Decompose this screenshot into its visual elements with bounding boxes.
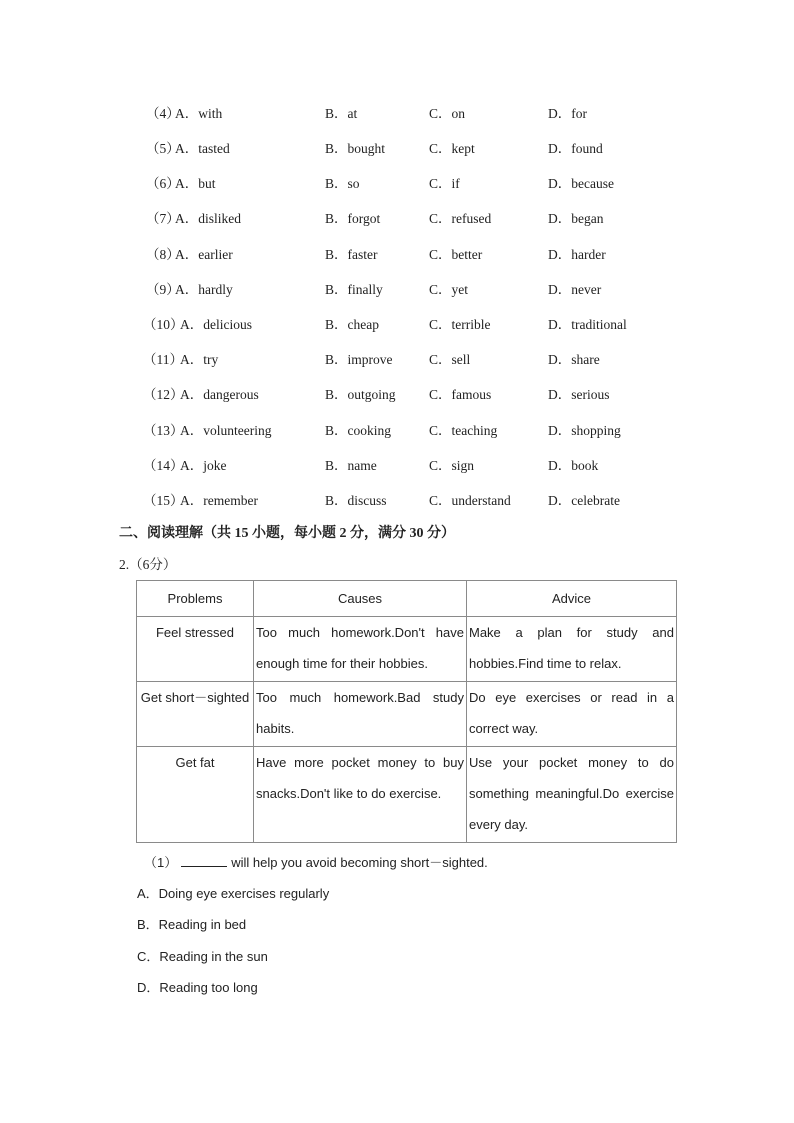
advice-cell: Do eye exercises or read in a correct way.: [467, 682, 677, 747]
option-b: B．at: [325, 106, 358, 121]
option-c: C．better: [429, 247, 483, 262]
option-number: （8）: [146, 247, 180, 262]
problem-cell: Get fat: [137, 747, 254, 843]
section-title: 二、阅读理解（共 15 小题，每小题 2 分，满分 30 分）: [119, 526, 455, 541]
option-c: C．if: [429, 176, 460, 191]
answer-blank[interactable]: [181, 853, 227, 867]
column-header-advice: Advice: [467, 581, 677, 617]
option-number: （13）: [143, 423, 184, 438]
option-d: D．harder: [548, 247, 606, 262]
option-c: C．understand: [429, 493, 511, 508]
option-b: B．cheap: [325, 317, 379, 332]
option-d: D．traditional: [548, 317, 627, 332]
option-number: （11）: [143, 352, 183, 367]
option-a: A．tasted: [175, 141, 230, 156]
option-d: D．celebrate: [548, 493, 620, 508]
question-heading: 2.（6分）: [119, 557, 177, 572]
option-number: （10）: [143, 317, 184, 332]
option-b: B．name: [325, 458, 377, 473]
option-number: （12）: [143, 387, 184, 402]
option-c: C．terrible: [429, 317, 491, 332]
cause-cell: Too much homework.Don't have enough time for their hobbies.: [254, 617, 467, 682]
option-b: B．so: [325, 176, 360, 191]
option-d: D．for: [548, 106, 587, 121]
table-row: [137, 617, 677, 682]
answer-option-d[interactable]: D．Reading too long: [137, 980, 258, 995]
option-number: （4）: [146, 106, 180, 121]
option-a: A．but: [175, 176, 216, 191]
option-number: （15）: [143, 493, 184, 508]
problem-cell: Get short－sighted: [137, 682, 254, 747]
column-header-problems: Problems: [137, 581, 254, 617]
option-number: （7）: [146, 211, 180, 226]
sub-question: [144, 853, 488, 873]
option-b: B．bought: [325, 141, 386, 156]
option-a: A．dangerous: [180, 387, 259, 402]
table-row: [137, 747, 677, 843]
option-c: C．famous: [429, 387, 492, 402]
advice-cell: Make a plan for study and hobbies.Find time to relax.: [467, 617, 677, 682]
option-c: C．teaching: [429, 423, 498, 438]
option-a: A．joke: [180, 458, 227, 473]
option-a: A．remember: [180, 493, 258, 508]
option-a: A．disliked: [175, 211, 241, 226]
option-c: C．sign: [429, 458, 475, 473]
option-b: B．outgoing: [325, 387, 396, 402]
option-b: B．improve: [325, 352, 393, 367]
cause-cell: Have more pocket money to buy snacks.Don't like to do exercise.: [254, 747, 467, 843]
option-c: C．on: [429, 106, 466, 121]
info-table: [136, 580, 677, 843]
option-b: B．cooking: [325, 423, 391, 438]
option-number: （5）: [146, 141, 180, 156]
sub-question-text: will help you avoid becoming short－sighted.: [231, 855, 488, 870]
option-a: A．earlier: [175, 247, 233, 262]
table-header-row: [137, 581, 677, 617]
option-d: D．book: [548, 458, 599, 473]
column-header-causes: Causes: [254, 581, 467, 617]
option-c: C．sell: [429, 352, 471, 367]
option-b: B．finally: [325, 282, 383, 297]
cause-cell: Too much homework.Bad study habits.: [254, 682, 467, 747]
option-a: A．hardly: [175, 282, 233, 297]
option-a: A．with: [175, 106, 223, 121]
option-number: （14）: [143, 458, 184, 473]
option-a: A．volunteering: [180, 423, 272, 438]
option-number: （6）: [146, 176, 180, 191]
option-d: D．found: [548, 141, 603, 156]
option-d: D．shopping: [548, 423, 621, 438]
option-d: D．never: [548, 282, 602, 297]
option-b: B．forgot: [325, 211, 381, 226]
problem-cell: Feel stressed: [137, 617, 254, 682]
option-c: C．yet: [429, 282, 468, 297]
answer-option-b[interactable]: B．Reading in bed: [137, 917, 247, 932]
option-c: C．kept: [429, 141, 475, 156]
answer-option-c[interactable]: C．Reading in the sun: [137, 949, 268, 964]
option-b: B．faster: [325, 247, 378, 262]
option-number: （9）: [146, 282, 180, 297]
advice-cell: Use your pocket money to do something meaningful.Do exercise every day.: [467, 747, 677, 843]
option-c: C．refused: [429, 211, 492, 226]
option-d: D．share: [548, 352, 600, 367]
answer-option-a[interactable]: A．Doing eye exercises regularly: [137, 886, 330, 901]
option-d: D．because: [548, 176, 614, 191]
option-d: D．serious: [548, 387, 610, 402]
option-a: A．try: [180, 352, 219, 367]
option-a: A．delicious: [180, 317, 252, 332]
sub-question-number: （1）: [144, 855, 178, 870]
table-row: [137, 682, 677, 747]
option-b: B．discuss: [325, 493, 387, 508]
option-d: D．began: [548, 211, 604, 226]
